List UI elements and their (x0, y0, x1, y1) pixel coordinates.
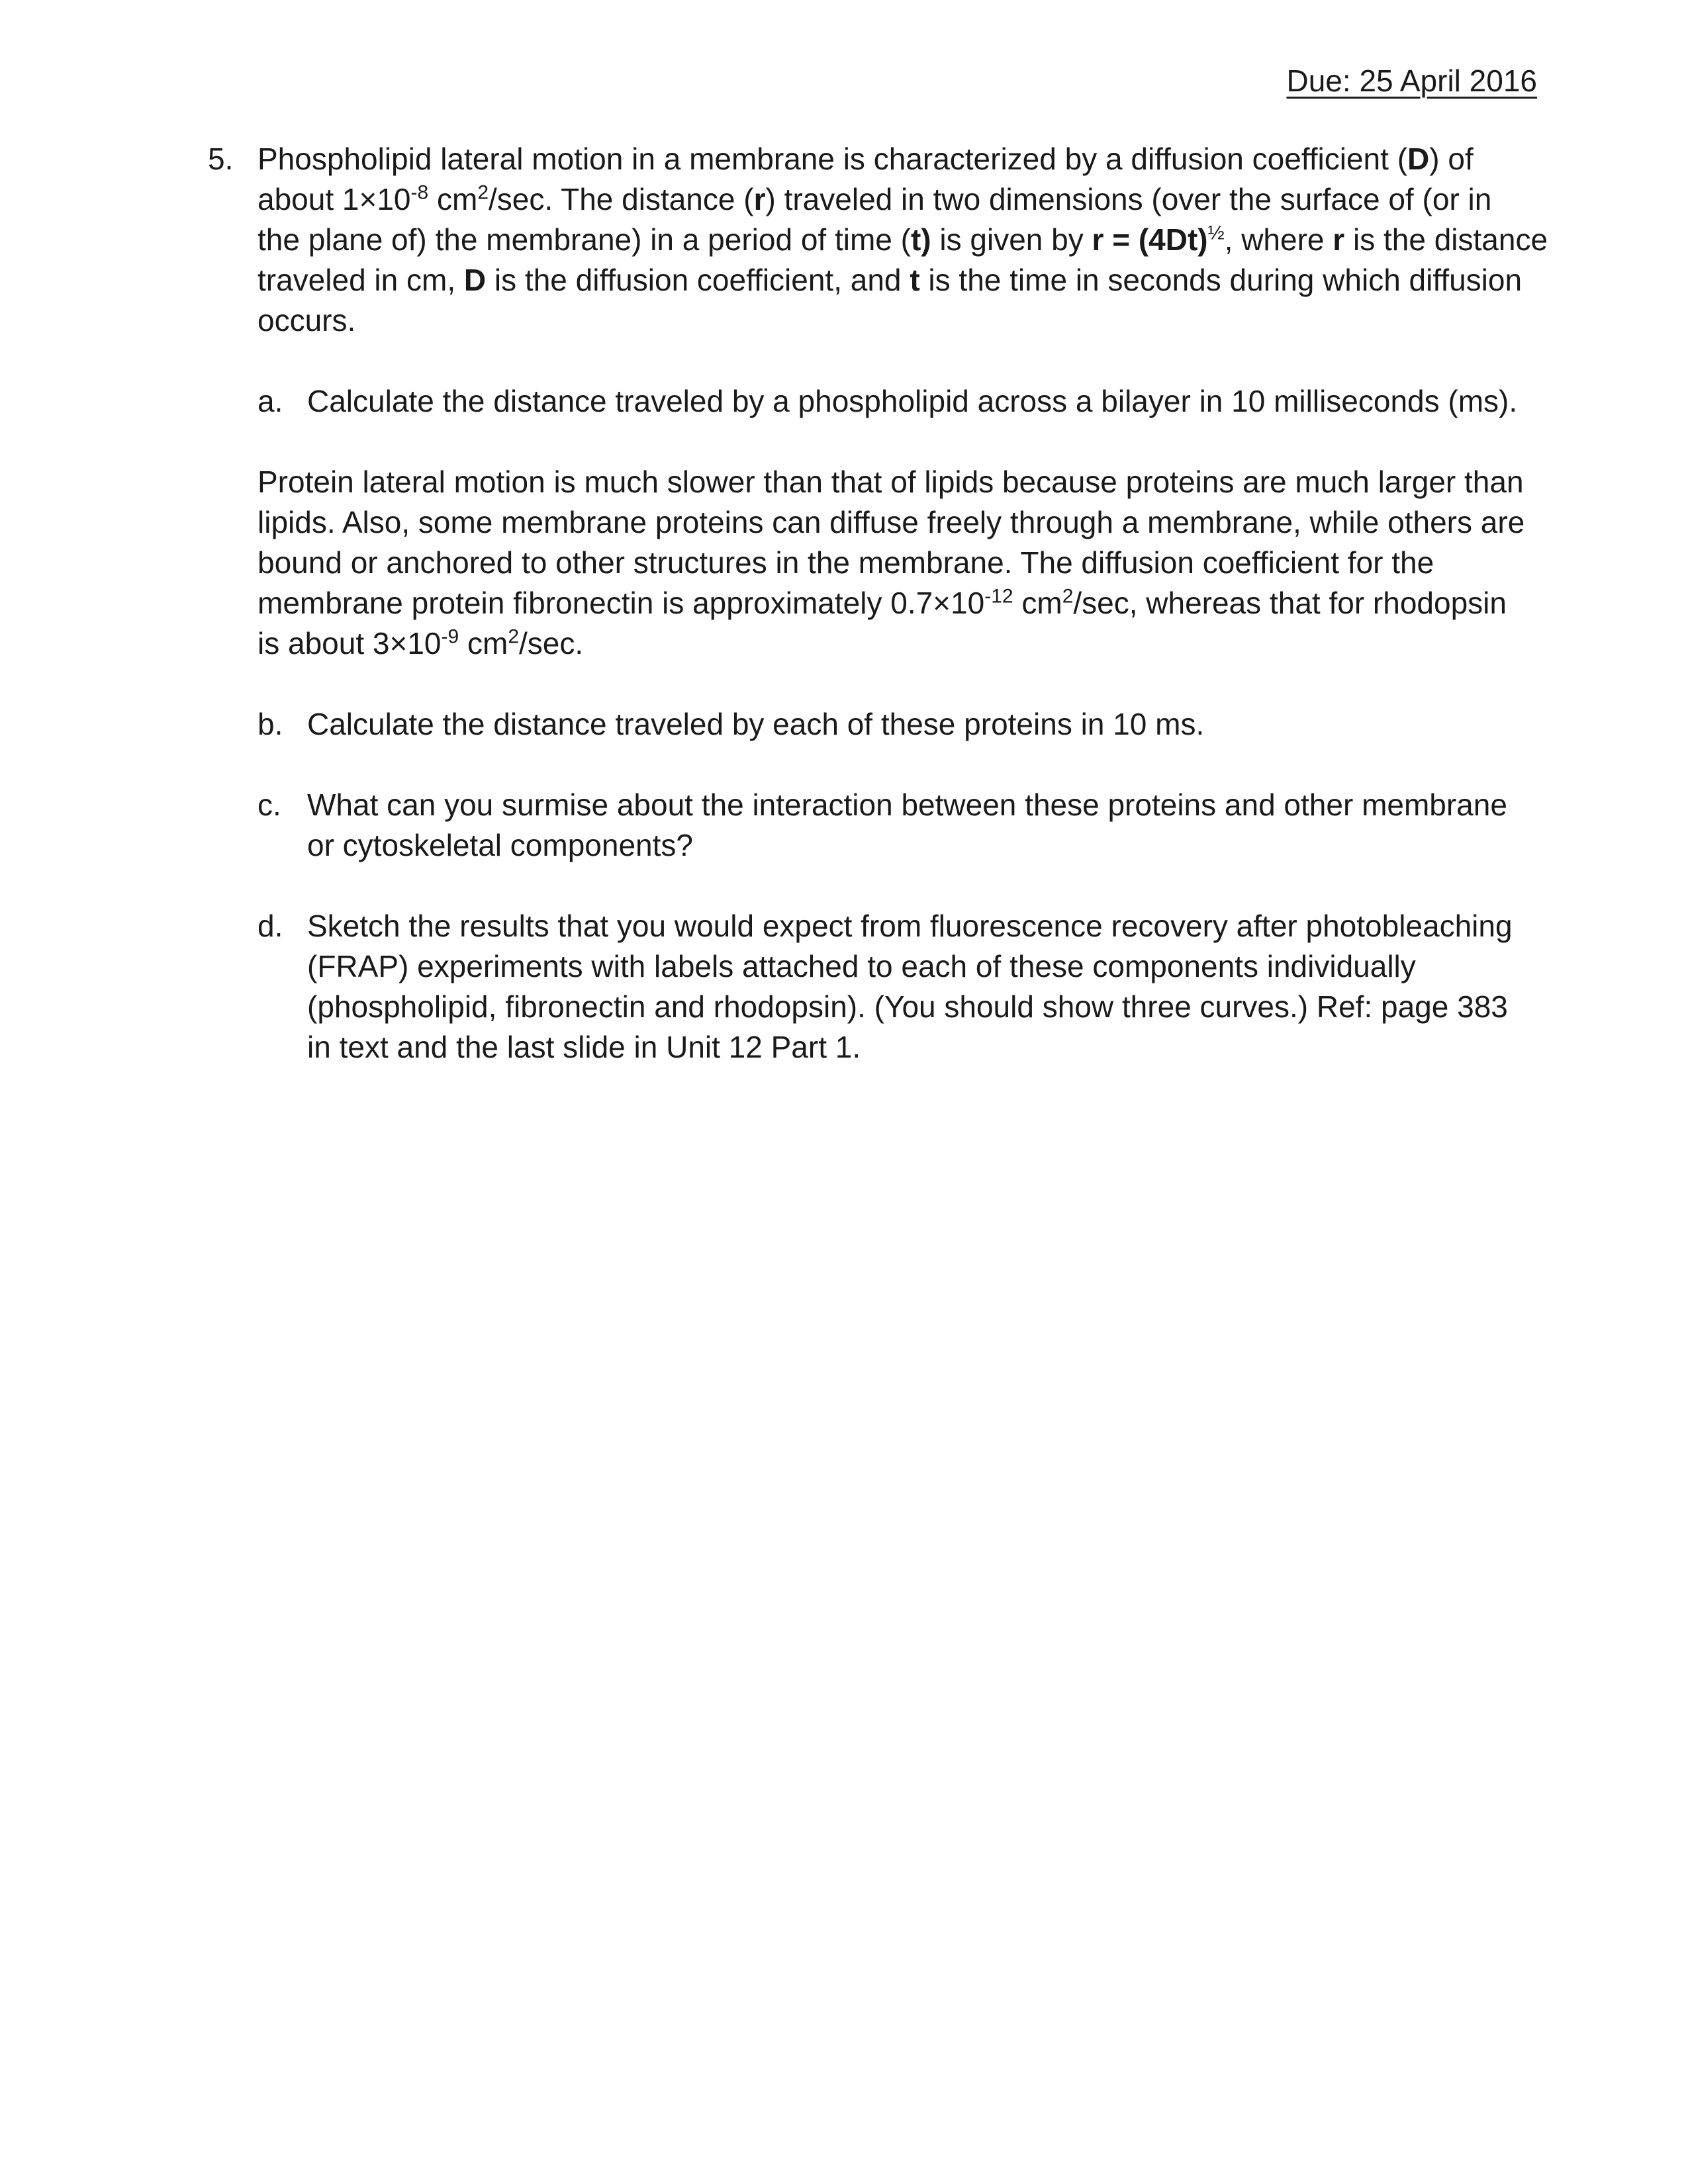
part-a (258, 381, 1552, 422)
protein-line-2: lipids. Also, some membrane proteins can diffuse freely through a membrane, while others are (258, 505, 1525, 539)
symbol-D: D (1407, 142, 1430, 176)
part-c-marker: c. (258, 788, 281, 822)
part-d (258, 906, 1552, 1068)
question-5-intro (208, 139, 1548, 341)
intro-line-2: about $1\times 10^{-8}$ $cm^2/\sec$. The distance (r) traveled in two dimensions (over the surface of (or in (258, 181, 1492, 216)
protein-paragraph (258, 462, 1548, 664)
intro-line-1: Phospholipid lateral motion in a membrane is characterized by a diffusion coefficient (D) of (258, 142, 1474, 176)
symbol-t: t) (910, 222, 931, 257)
part-c (258, 785, 1552, 866)
part-d-line-2: (FRAP) experiments with labels attached to each of these components individually (307, 949, 1416, 983)
intro-line-3: the plane of) the membrane) in a period of time (t) is given by $r = (4Dt)^{\frac{1}{2}}$, where r is the distance (258, 222, 1548, 257)
symbol-r: r (753, 182, 766, 216)
part-b (258, 704, 1552, 745)
part-b-text: Calculate the distance traveled by each of these proteins in 10 ms. (307, 707, 1205, 741)
part-d-line-4: in text and the last slide in Unit 12 Part 1. (307, 1030, 861, 1064)
due-date: Due: 25 April 2016 (1286, 64, 1537, 98)
part-d-marker: d. (258, 909, 283, 943)
protein-line-3: bound or anchored to other structures in the membrane. The diffusion coefficient for the (258, 545, 1434, 580)
part-b-marker: b. (258, 707, 283, 741)
part-a-marker: a. (258, 384, 283, 418)
part-d-line-1: Sketch the results that you would expect from fluorescence recovery after photobleaching (307, 909, 1513, 943)
intro-line-5: occurs. (258, 303, 356, 338)
part-a-text: Calculate the distance traveled by a phospholipid across a bilayer in 10 milliseconds (ms). (307, 384, 1518, 418)
protein-line-1: Protein lateral motion is much slower than that of lipids because proteins are much larger than (258, 465, 1524, 499)
part-c-line-1: What can you surmise about the interaction between these proteins and other membrane (307, 788, 1507, 822)
part-c-line-2: or cytoskeletal components? (307, 828, 693, 862)
intro-line-4: traveled in cm, D is the diffusion coefficient, and t is the time in seconds during which diffusion (258, 263, 1523, 297)
part-d-line-3: (phospholipid, fibronectin and rhodopsin). (You should show three curves.) Ref: page 383 (307, 989, 1508, 1024)
protein-line-5: is about $3\times 10^{-9}$ $cm^2/\sec$. (258, 625, 584, 660)
question-number: 5. (208, 142, 234, 176)
protein-line-4: membrane protein fibronectin is approximately $0.7\times 10^{-12}$ $cm^2/\sec$, whereas that for rhodopsin (258, 585, 1507, 620)
diffusion-formula: r = (4Dt) (1092, 222, 1208, 257)
